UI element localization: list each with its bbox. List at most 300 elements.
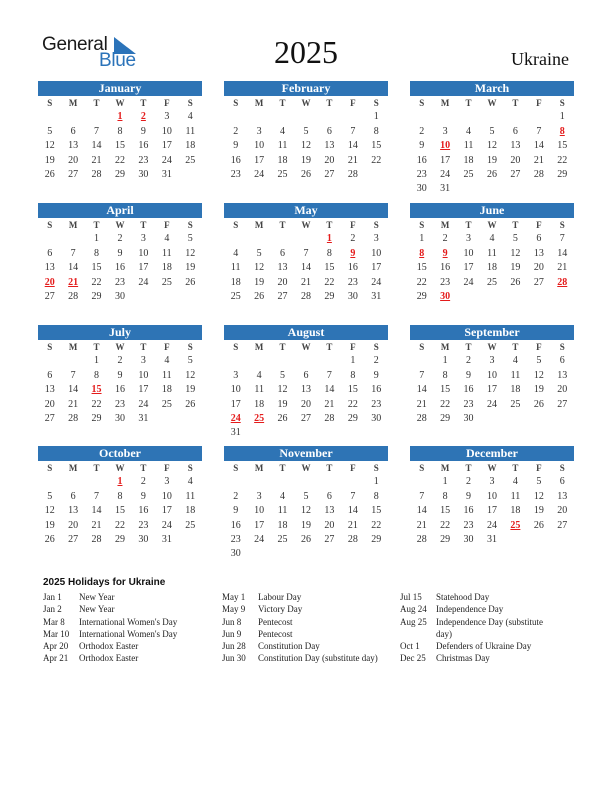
empty-cell	[294, 426, 317, 440]
weekday-label: T	[140, 220, 147, 230]
holiday-row	[43, 652, 213, 664]
holiday-row	[43, 591, 213, 603]
empty-cell	[247, 354, 270, 368]
day-cell: 21	[347, 154, 358, 166]
day-cell: 30	[230, 548, 241, 560]
day-cell: 28	[91, 534, 102, 546]
weekday-label: S	[419, 342, 425, 352]
month-february	[224, 81, 388, 197]
day-cell: 18	[277, 154, 288, 166]
empty-cell	[247, 304, 270, 318]
logo-word-general: General	[42, 34, 108, 55]
empty-cell	[294, 547, 317, 561]
holiday-date: Apr 21	[43, 653, 69, 664]
day-cell: 6	[536, 233, 542, 245]
empty-cell	[271, 110, 294, 124]
day-cell: 12	[300, 505, 311, 517]
day-cell: 14	[416, 384, 427, 396]
day-cell: 21	[347, 519, 358, 531]
holiday-name: Defenders of Ukraine Day	[436, 641, 532, 652]
day-cell: 31	[486, 534, 497, 546]
day-cell: 31	[138, 413, 149, 425]
day-cell: 11	[510, 369, 521, 381]
day-cell: 7	[326, 369, 332, 381]
day-cell: 16	[230, 519, 241, 531]
day-cell: 20	[557, 384, 568, 396]
day-cell: 20	[533, 262, 544, 274]
day-cell: 4	[233, 247, 239, 259]
day-cell: 23	[138, 519, 149, 531]
weekday-label: F	[536, 220, 542, 230]
day-cell: 22	[347, 398, 358, 410]
day-cell: 9	[466, 490, 472, 502]
weekday-label: F	[536, 463, 542, 473]
day-cell: 7	[419, 490, 425, 502]
day-cell: 9	[419, 140, 425, 152]
day-cell: 30	[416, 183, 427, 195]
day-cell: 23	[347, 276, 358, 288]
day-cell: 26	[510, 276, 521, 288]
empty-cell	[294, 232, 317, 246]
day-cell: 19	[277, 398, 288, 410]
day-cell: 5	[47, 490, 53, 502]
holiday-name: Labour Day	[258, 592, 302, 602]
day-cell: 6	[559, 476, 565, 488]
weekday-label: T	[465, 342, 472, 352]
day-cell: 5	[536, 476, 542, 488]
empty-cell	[527, 412, 550, 426]
day-cell: 12	[44, 140, 55, 152]
day-cell: 17	[230, 398, 241, 410]
weekday-label: W	[115, 463, 125, 473]
day-cell: 6	[303, 369, 309, 381]
weekday-label: W	[301, 463, 311, 473]
empty-cell	[179, 182, 202, 196]
day-cell: 18	[277, 519, 288, 531]
day-cell: 14	[416, 505, 427, 517]
day-cell: 14	[91, 140, 102, 152]
day-cell: 27	[44, 413, 55, 425]
holiday-day-cell: 15	[91, 384, 102, 396]
day-cell: 18	[161, 262, 172, 274]
day-cell: 1	[94, 355, 100, 367]
month-september	[410, 325, 574, 441]
month-header: February	[224, 81, 388, 96]
holiday-day-cell: 21	[68, 276, 79, 288]
weekday-label: T	[279, 342, 286, 352]
empty-cell	[224, 475, 247, 489]
day-cell: 25	[161, 398, 172, 410]
empty-cell	[480, 182, 503, 196]
empty-cell	[271, 304, 294, 318]
empty-cell	[551, 412, 574, 426]
day-cell: 23	[114, 398, 125, 410]
day-cell: 29	[371, 534, 382, 546]
day-cell: 15	[347, 384, 358, 396]
holiday-row	[43, 616, 213, 628]
empty-cell	[365, 304, 388, 318]
day-cell: 19	[533, 384, 544, 396]
day-cell: 10	[161, 125, 172, 137]
day-cell: 11	[277, 140, 288, 152]
month-header: December	[410, 446, 574, 461]
day-cell: 27	[68, 534, 79, 546]
day-cell: 5	[280, 369, 286, 381]
holiday-name: Orthodox Easter	[79, 653, 139, 664]
empty-cell	[294, 182, 317, 196]
weekday-label: S	[419, 220, 425, 230]
day-cell: 17	[138, 262, 149, 274]
day-cell: 16	[138, 505, 149, 517]
holiday-date: Jun 28	[222, 641, 246, 652]
empty-cell	[61, 304, 84, 318]
weekday-label: T	[93, 342, 100, 352]
holiday-date: Apr 20	[43, 641, 69, 652]
day-cell: 3	[164, 111, 170, 123]
weekday-label: W	[301, 98, 311, 108]
day-cell: 12	[185, 369, 196, 381]
day-cell: 24	[138, 276, 149, 288]
day-cell: 31	[161, 169, 172, 181]
day-cell: 10	[254, 140, 265, 152]
day-cell: 28	[416, 534, 427, 546]
holiday-date: Jun 9	[222, 628, 242, 639]
empty-cell	[179, 290, 202, 304]
empty-cell	[271, 475, 294, 489]
day-cell: 17	[161, 505, 172, 517]
day-cell: 17	[486, 505, 497, 517]
page-title: 2025	[274, 34, 338, 70]
month-march	[410, 81, 574, 197]
day-cell: 24	[486, 398, 497, 410]
day-cell: 4	[256, 369, 262, 381]
holiday-name: Independence Day (substitute day)	[436, 616, 543, 639]
day-cell: 20	[324, 154, 335, 166]
month-header: April	[38, 203, 202, 218]
empty-cell	[527, 547, 550, 561]
empty-cell	[504, 426, 527, 440]
weekday-label: F	[164, 463, 170, 473]
holiday-date: May 1	[222, 592, 246, 602]
empty-cell	[179, 304, 202, 318]
day-cell: 9	[117, 247, 123, 259]
weekday-label: T	[465, 463, 472, 473]
day-cell: 24	[463, 276, 474, 288]
weekday-label: F	[164, 220, 170, 230]
weekday-label: T	[93, 463, 100, 473]
day-cell: 17	[486, 384, 497, 396]
day-cell: 30	[138, 169, 149, 181]
day-cell: 18	[463, 154, 474, 166]
day-cell: 6	[326, 125, 332, 137]
day-cell: 24	[254, 534, 265, 546]
day-cell: 1	[559, 111, 565, 123]
day-cell: 25	[185, 519, 196, 531]
empty-cell	[132, 547, 155, 561]
day-cell: 22	[557, 154, 568, 166]
day-cell: 2	[117, 355, 123, 367]
empty-cell	[247, 110, 270, 124]
weekday-label: S	[559, 342, 565, 352]
empty-cell	[85, 182, 108, 196]
holiday-date: May 9	[222, 604, 246, 615]
weekday-label: S	[47, 463, 53, 473]
weekday-label: M	[254, 220, 264, 230]
day-cell: 17	[463, 262, 474, 274]
day-cell: 30	[463, 413, 474, 425]
day-cell: 31	[371, 291, 382, 303]
holiday-name: Christmas Day	[436, 653, 490, 664]
empty-cell	[457, 182, 480, 196]
day-cell: 28	[324, 413, 335, 425]
day-cell: 27	[44, 291, 55, 303]
empty-cell	[504, 110, 527, 124]
day-cell: 23	[230, 534, 241, 546]
day-cell: 23	[416, 169, 427, 181]
weekday-label: S	[559, 463, 565, 473]
empty-cell	[457, 290, 480, 304]
holiday-row	[400, 652, 550, 664]
day-cell: 20	[557, 505, 568, 517]
logo-word-blue: Blue	[99, 50, 136, 71]
day-cell: 4	[512, 476, 518, 488]
empty-cell	[504, 304, 527, 318]
empty-cell	[341, 182, 364, 196]
empty-cell	[155, 290, 178, 304]
day-cell: 31	[161, 534, 172, 546]
month-header: March	[410, 81, 574, 96]
day-cell: 11	[487, 247, 497, 259]
holiday-date: Jun 8	[222, 616, 242, 627]
day-cell: 21	[91, 154, 102, 166]
day-cell: 18	[230, 276, 241, 288]
holiday-date: Jun 30	[222, 653, 246, 664]
empty-cell	[457, 110, 480, 124]
empty-cell	[457, 426, 480, 440]
day-cell: 15	[114, 140, 125, 152]
empty-cell	[132, 182, 155, 196]
weekday-label: W	[301, 220, 311, 230]
day-cell: 27	[324, 534, 335, 546]
day-cell: 5	[303, 125, 309, 137]
weekday-label: T	[279, 463, 286, 473]
holiday-row	[222, 640, 392, 652]
day-cell: 16	[114, 384, 125, 396]
day-cell: 16	[347, 262, 358, 274]
day-cell: 1	[373, 476, 379, 488]
empty-cell	[38, 426, 61, 440]
day-cell: 18	[185, 505, 196, 517]
empty-cell	[551, 533, 574, 547]
month-may	[224, 203, 388, 319]
country-label: Ukraine	[511, 49, 569, 69]
empty-cell	[318, 426, 341, 440]
empty-cell	[433, 547, 456, 561]
holiday-date: Jan 1	[43, 592, 62, 602]
day-cell: 27	[533, 276, 544, 288]
day-cell: 3	[466, 233, 472, 245]
empty-cell	[108, 426, 131, 440]
weekday-label: M	[440, 98, 450, 108]
empty-cell	[38, 110, 61, 124]
day-cell: 28	[300, 291, 311, 303]
day-cell: 15	[440, 384, 451, 396]
day-cell: 11	[185, 125, 196, 137]
day-cell: 19	[300, 154, 311, 166]
holiday-day-cell: 2	[140, 111, 146, 123]
weekday-label: F	[536, 98, 542, 108]
weekday-label: T	[279, 98, 286, 108]
day-cell: 4	[164, 233, 170, 245]
weekday-label: T	[140, 98, 147, 108]
holiday-day-cell: 1	[117, 476, 123, 488]
weekday-label: M	[254, 98, 264, 108]
day-cell: 2	[442, 233, 448, 245]
empty-cell	[179, 547, 202, 561]
day-cell: 28	[68, 291, 79, 303]
day-cell: 1	[442, 355, 448, 367]
holiday-date: Dec 25	[400, 653, 426, 664]
day-cell: 27	[557, 398, 568, 410]
weekday-label: M	[254, 342, 264, 352]
day-cell: 26	[533, 398, 544, 410]
empty-cell	[179, 168, 202, 182]
day-cell: 2	[117, 233, 123, 245]
day-cell: 14	[347, 140, 358, 152]
empty-cell	[410, 475, 433, 489]
day-cell: 10	[230, 384, 241, 396]
day-cell: 10	[138, 247, 149, 259]
empty-cell	[61, 426, 84, 440]
holiday-day-cell: 8	[419, 247, 425, 259]
holiday-row	[400, 640, 550, 652]
day-cell: 11	[277, 505, 288, 517]
holiday-name: Orthodox Easter	[79, 641, 139, 652]
day-cell: 8	[373, 490, 379, 502]
day-cell: 12	[300, 140, 311, 152]
empty-cell	[155, 547, 178, 561]
day-cell: 20	[510, 154, 521, 166]
day-cell: 22	[371, 519, 382, 531]
weekday-label: S	[47, 98, 53, 108]
day-cell: 21	[416, 519, 427, 531]
day-cell: 11	[510, 490, 521, 502]
empty-cell	[155, 304, 178, 318]
day-cell: 7	[70, 247, 76, 259]
holiday-row	[400, 591, 550, 603]
empty-cell	[527, 110, 550, 124]
day-cell: 2	[350, 233, 356, 245]
day-cell: 24	[440, 169, 451, 181]
weekday-label: F	[536, 342, 542, 352]
empty-cell	[179, 533, 202, 547]
empty-cell	[410, 354, 433, 368]
day-cell: 30	[114, 291, 125, 303]
holiday-row	[43, 628, 213, 640]
day-cell: 1	[350, 355, 356, 367]
empty-cell	[38, 232, 61, 246]
weekday-label: T	[512, 463, 519, 473]
empty-cell	[365, 168, 388, 182]
day-cell: 26	[300, 169, 311, 181]
holiday-row	[43, 603, 213, 615]
empty-cell	[38, 354, 61, 368]
empty-cell	[433, 110, 456, 124]
empty-cell	[155, 412, 178, 426]
day-cell: 7	[350, 490, 356, 502]
day-cell: 18	[486, 262, 497, 274]
weekday-label: M	[68, 463, 78, 473]
empty-cell	[504, 533, 527, 547]
day-cell: 2	[233, 490, 239, 502]
day-cell: 1	[419, 233, 425, 245]
day-cell: 13	[68, 505, 79, 517]
weekday-label: S	[47, 220, 53, 230]
day-cell: 13	[68, 140, 79, 152]
holiday-row	[222, 603, 392, 615]
day-cell: 5	[256, 247, 262, 259]
day-cell: 10	[254, 505, 265, 517]
month-june	[410, 203, 574, 319]
day-cell: 24	[486, 519, 497, 531]
day-cell: 3	[164, 476, 170, 488]
day-cell: 16	[371, 384, 382, 396]
weekday-label: M	[440, 342, 450, 352]
weekday-label: M	[68, 98, 78, 108]
day-cell: 12	[533, 490, 544, 502]
day-cell: 23	[138, 154, 149, 166]
day-cell: 9	[117, 369, 123, 381]
empty-cell	[271, 182, 294, 196]
day-cell: 15	[324, 262, 335, 274]
day-cell: 28	[91, 169, 102, 181]
day-cell: 19	[185, 384, 196, 396]
empty-cell	[61, 182, 84, 196]
month-april	[38, 203, 202, 319]
holiday-day-cell: 30	[440, 291, 451, 303]
day-cell: 11	[162, 369, 172, 381]
holiday-column	[43, 591, 213, 665]
month-july	[38, 325, 202, 441]
weekday-label: T	[465, 220, 472, 230]
day-cell: 12	[44, 505, 55, 517]
empty-cell	[318, 304, 341, 318]
weekday-label: W	[487, 463, 497, 473]
weekday-label: S	[233, 463, 239, 473]
empty-cell	[433, 426, 456, 440]
day-cell: 22	[91, 398, 102, 410]
empty-cell	[551, 290, 574, 304]
empty-cell	[294, 354, 317, 368]
day-cell: 5	[187, 355, 193, 367]
weekday-label: M	[68, 342, 78, 352]
day-cell: 8	[442, 369, 448, 381]
weekday-label: S	[419, 463, 425, 473]
day-cell: 29	[324, 291, 335, 303]
holiday-day-cell: 9	[442, 247, 448, 259]
day-cell: 24	[254, 169, 265, 181]
day-cell: 13	[324, 140, 335, 152]
empty-cell	[433, 304, 456, 318]
day-cell: 16	[138, 140, 149, 152]
weekday-label: F	[350, 98, 356, 108]
day-cell: 7	[559, 233, 565, 245]
weekday-label: T	[326, 342, 333, 352]
day-cell: 25	[486, 276, 497, 288]
empty-cell	[132, 426, 155, 440]
empty-cell	[410, 547, 433, 561]
day-cell: 6	[70, 490, 76, 502]
